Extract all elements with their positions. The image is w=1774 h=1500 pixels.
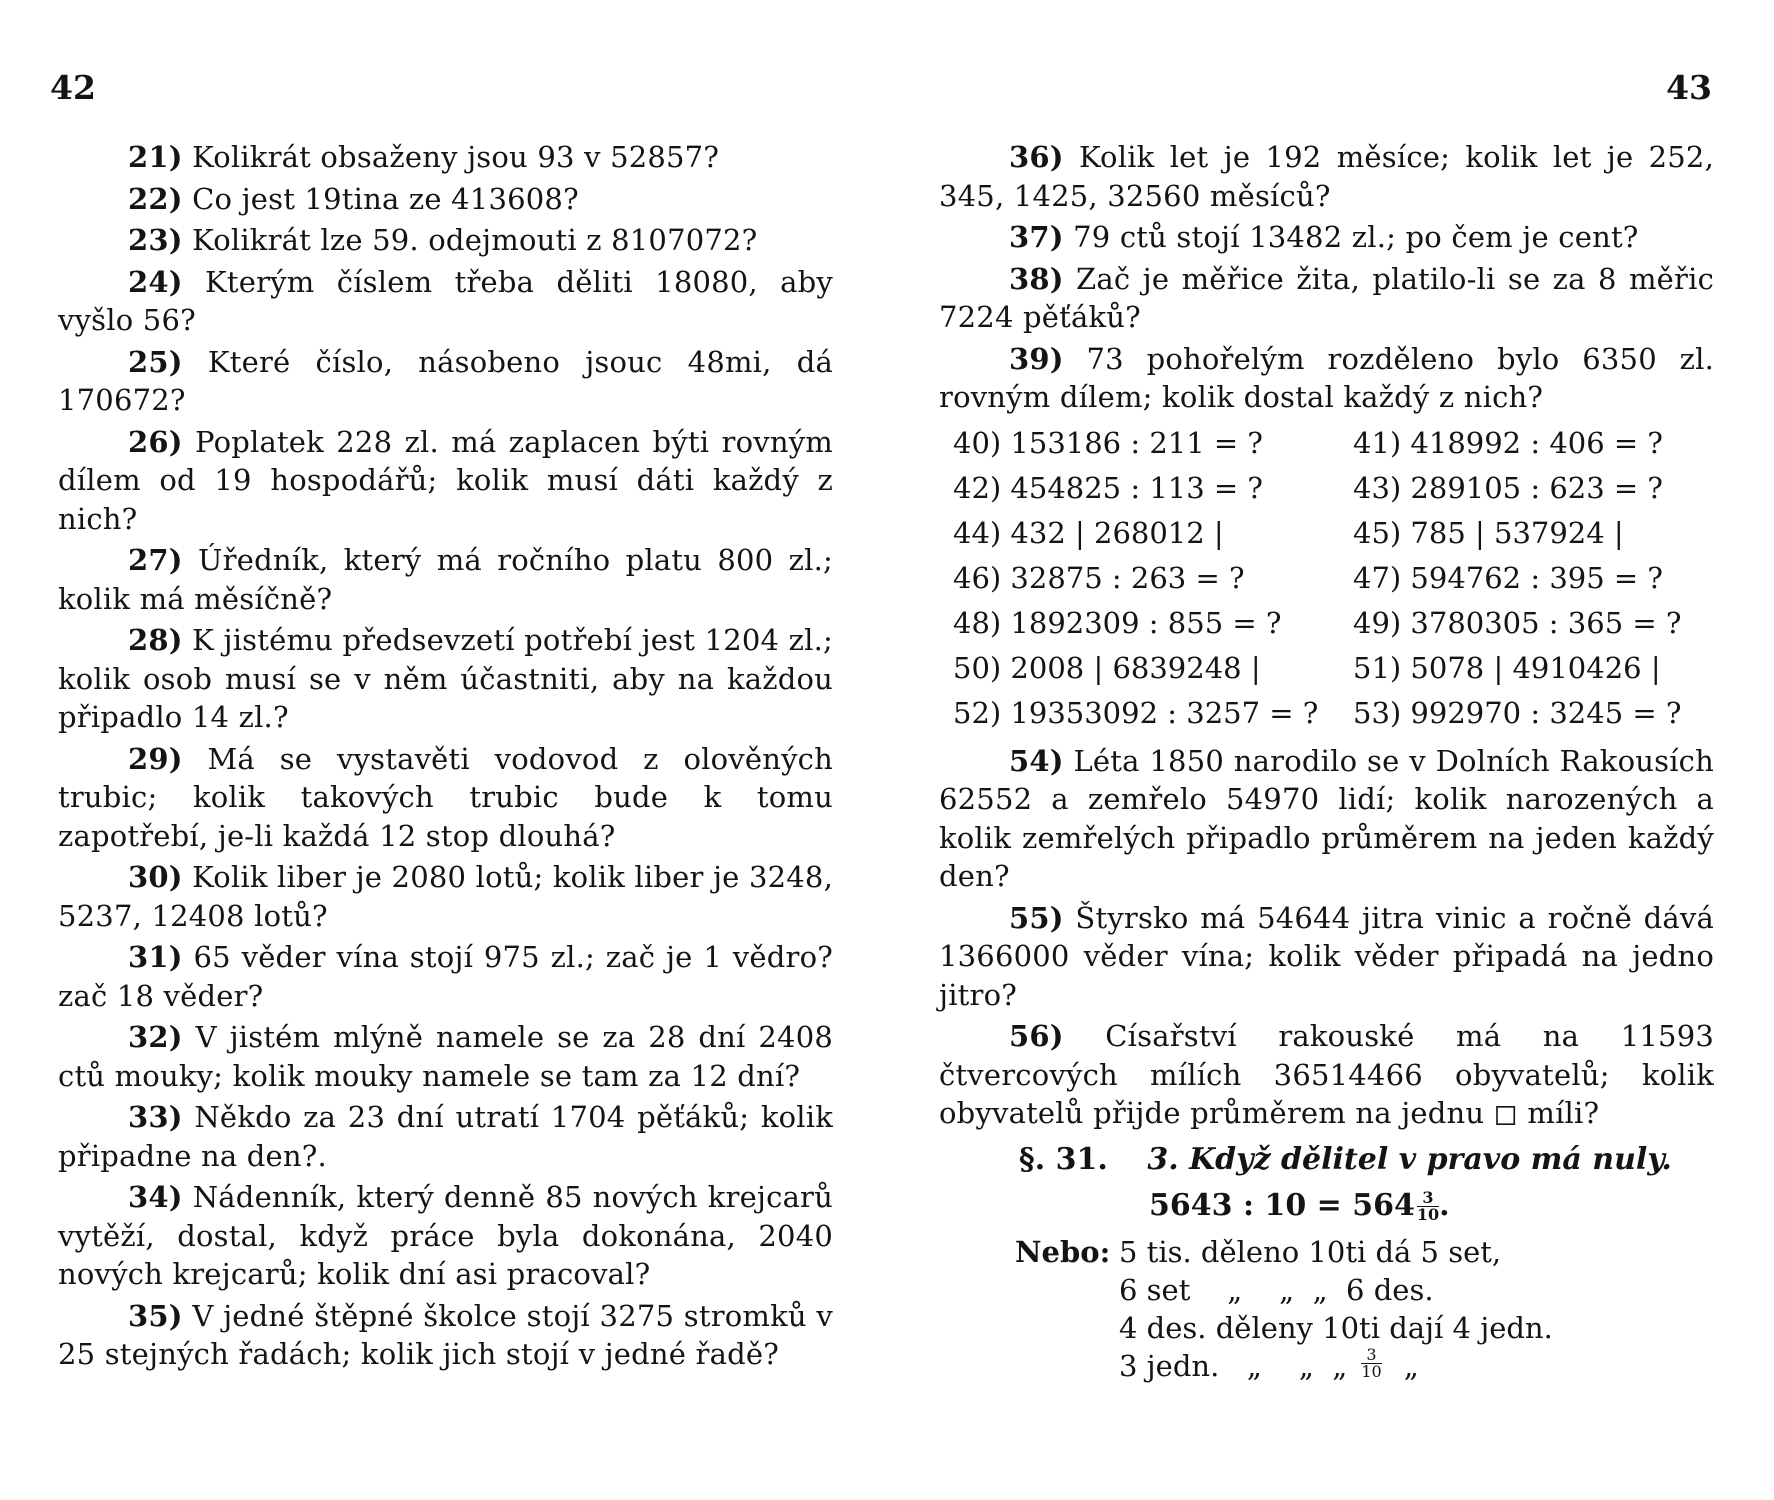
exercise-number: 24) [128, 264, 183, 299]
exercise-25 [58, 343, 833, 420]
exercise-number: 36) [1009, 140, 1064, 174]
exercise-32 [58, 1018, 833, 1095]
explanation-row [1015, 1309, 1714, 1347]
exercise-number: 38) [1009, 261, 1064, 296]
division-problem: 42) 454825 : 113 = ? [953, 470, 1263, 505]
exercise-text: V jedné štěpné školce stojí 3275 stromků v 25 stejných řadách; kolik jich stojí v jedné řadě? [58, 1298, 833, 1371]
division-problem: 44) 432 | 268012 | [953, 515, 1224, 550]
right-page [887, 0, 1774, 1500]
exercise-number: 25) [128, 344, 183, 379]
section-title: 3. Když dělitel v pravo má nuly. [1147, 1141, 1672, 1177]
explanation-text: 3 jedn. „ „ „ [1119, 1348, 1348, 1383]
exercise-35 [58, 1297, 833, 1374]
division-problem: 47) 594762 : 395 = ? [1353, 560, 1663, 595]
exercise-text: Kolikrát obsaženy jsou 93 v 52857? [192, 140, 720, 174]
fraction-denominator: 10 [1361, 1361, 1382, 1381]
exercise-number: 29) [128, 741, 183, 776]
exercise-29 [58, 740, 833, 856]
exercise-text: Kolik liber je 2080 lotů; kolik liber je 3248, 5237, 12408 lotů? [58, 860, 833, 933]
left-column [58, 138, 833, 1377]
explanation-label: Nebo: [1015, 1234, 1111, 1269]
exercise-text: Poplatek 228 zl. má zaplacen býti rovným dílem od 19 hospodářů; kolik musí dáti každý z nich? [58, 424, 833, 536]
exercise-31 [58, 938, 833, 1015]
fraction [1417, 1190, 1439, 1223]
exercise-number: 31) [128, 940, 183, 974]
division-problem: 49) 3780305 : 365 = ? [1353, 605, 1682, 640]
exercise-24 [58, 263, 833, 340]
division-problems [953, 421, 1714, 736]
exercise-number: 35) [128, 1298, 183, 1333]
page-number: 43 [1666, 68, 1712, 107]
exercise-text: Má se vystavěti vodovod z olověných trubic; kolik takových trubic bude k tomu zapotřebí, je-li každá 12 stop dlouhá? [58, 741, 833, 853]
division-problem: 48) 1892309 : 855 = ? [953, 605, 1282, 640]
fraction [1361, 1344, 1382, 1385]
exercise-text: Zač je měřice žita, platilo-li se za 8 měřic 7224 pěťáků? [939, 261, 1715, 334]
exercise-text: Kolikrát lze 59. odejmouti z 8107072? [192, 223, 758, 257]
exercise-text: Úředník, který má ročního platu 800 zl.; kolik má měsíčně? [58, 543, 834, 616]
fraction-numerator: 3 [1417, 1190, 1439, 1207]
exercise-text: Nádenník, který denně 85 nových krejcarů vytěží, dostal, když práce byla dokonána, 2040 nových krejcarů; kolik dní asi pracoval? [58, 1180, 833, 1291]
exercise-number: 34) [128, 1180, 183, 1214]
explanation-row [1015, 1271, 1714, 1309]
explanation-row [1015, 1233, 1714, 1271]
exercise-number: 56) [1009, 1019, 1064, 1053]
exercise-28 [58, 621, 833, 737]
equation-lhs: 5643 : 10 = 564 [1149, 1187, 1415, 1223]
exercise-text: V jistém mlýně namele se za 28 dní 2408 ctů mouky; kolik mouky namele se tam za 12 dní? [58, 1020, 833, 1093]
explanation-row [1015, 1344, 1714, 1385]
exercise-55 [939, 899, 1714, 1015]
exercise-number: 26) [128, 424, 183, 459]
example-equation [1149, 1185, 1714, 1227]
exercise-text: 65 věder vína stojí 975 zl.; zač je 1 vědro? zač 18 věder? [58, 940, 833, 1013]
section-number: §. 31. [1019, 1141, 1108, 1177]
explanation-end: „ [1403, 1348, 1419, 1383]
exercise-number: 30) [128, 860, 183, 894]
exercise-30 [58, 858, 833, 935]
exercise-number: 23) [128, 223, 183, 257]
exercise-text: 79 ctů stojí 13482 zl.; po čem je cent? [1073, 220, 1639, 254]
exercise-27 [58, 541, 833, 618]
exercise-37 [939, 218, 1714, 257]
exercise-text: Někdo za 23 dní utratí 1704 pěťáků; kolik připadne na den?. [58, 1100, 833, 1173]
division-problem: 51) 5078 | 4910426 | [1353, 650, 1661, 685]
exercise-number: 28) [128, 623, 183, 657]
exercise-number: 54) [1009, 743, 1064, 778]
exercise-26 [58, 423, 833, 539]
explanation-text: 4 des. děleny 10ti dají 4 jedn. [1119, 1310, 1553, 1345]
division-problem: 41) 418992 : 406 = ? [1353, 425, 1663, 460]
right-column [939, 138, 1714, 1385]
exercise-text: Kolik let je 192 měsíce; kolik let je 252, 345, 1425, 32560 měsíců? [939, 140, 1714, 213]
division-problem: 43) 289105 : 623 = ? [1353, 470, 1663, 505]
division-problem: 53) 992970 : 3245 = ? [1353, 695, 1682, 730]
division-problem: 52) 19353092 : 3257 = ? [953, 695, 1319, 730]
exercise-text: Které číslo, násobeno jsouc 48mi, dá 170672? [58, 344, 833, 417]
equation-end: . [1439, 1187, 1450, 1223]
explanation-text: 5 tis. děleno 10ti dá 5 set, [1119, 1234, 1502, 1269]
exercise-text: Štyrsko má 54644 jitra vinic a ročně dává 1366000 věder vína; kolik věder připadá na jedno jitro? [939, 900, 1714, 1012]
exercise-36 [939, 138, 1714, 215]
exercise-33 [58, 1098, 833, 1175]
page-number: 42 [50, 68, 96, 107]
exercise-text: Léta 1850 narodilo se v Dolních Rakousích 62552 a zemřelo 54970 lidí; kolik narozených a kolik zemřelých připadlo průměrem na jeden každý den? [939, 743, 1714, 893]
exercise-38 [939, 260, 1714, 337]
exercise-54 [939, 742, 1714, 896]
exercise-text: Co jest 19tina ze 413608? [192, 181, 579, 216]
explanation-block [1015, 1233, 1714, 1385]
exercise-22 [58, 180, 833, 219]
exercise-number: 22) [128, 181, 183, 216]
division-problem: 50) 2008 | 6839248 | [953, 650, 1261, 685]
exercise-number: 32) [128, 1020, 183, 1054]
exercise-text: K jistému předsevzetí potřebí jest 1204 zl.; kolik osob musí se v něm účastniti, aby na každou připadlo 14 zl.? [58, 623, 833, 734]
exercise-text: 73 pohořelým rozděleno bylo 6350 zl. rovným dílem; kolik dostal každý z nich? [939, 341, 1714, 414]
exercise-number: 39) [1009, 341, 1064, 376]
exercise-number: 33) [128, 1100, 183, 1134]
exercise-number: 27) [128, 543, 183, 577]
fraction-numerator: 3 [1361, 1347, 1381, 1364]
exercise-number: 21) [128, 140, 183, 174]
exercise-21 [58, 138, 833, 177]
exercise-34 [58, 1178, 833, 1294]
exercise-39 [939, 340, 1714, 417]
fraction-denominator: 10 [1416, 1205, 1440, 1224]
exercise-text: Kterým číslem třeba děliti 18080, aby vyšlo 56? [58, 264, 834, 337]
exercise-56 [939, 1017, 1714, 1133]
explanation-text: 6 set „ „ „ 6 des. [1119, 1272, 1434, 1307]
section-heading [1019, 1139, 1714, 1181]
division-problem: 46) 32875 : 263 = ? [953, 560, 1245, 595]
exercise-number: 55) [1009, 900, 1064, 935]
exercise-number: 37) [1009, 220, 1064, 254]
division-problem: 40) 153186 : 211 = ? [953, 425, 1263, 460]
exercise-23 [58, 221, 833, 260]
exercise-text: Císařství rakouské má na 11593 čtvercových mílích 36514466 obyvatelů; kolik obyvatelů přijde průměrem na jednu ◻ míli? [939, 1019, 1714, 1130]
division-problem: 45) 785 | 537924 | [1353, 515, 1624, 550]
